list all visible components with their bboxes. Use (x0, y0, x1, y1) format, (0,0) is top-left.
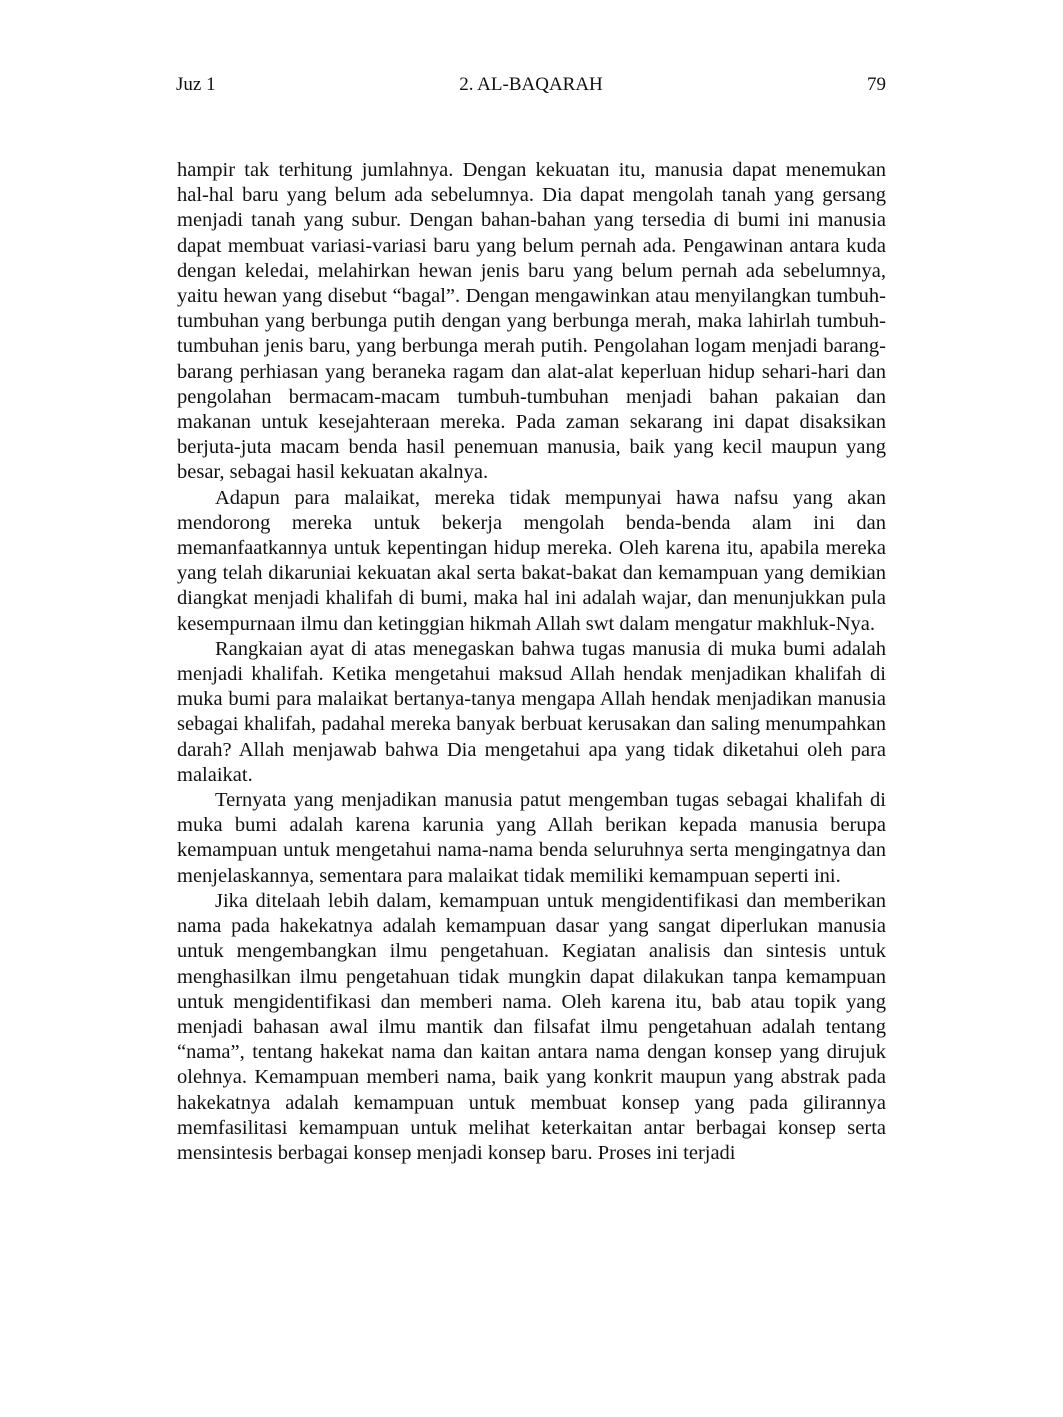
paragraph: Jika ditelaah lebih dalam, kemampuan untuk mengidentifikasi dan memberikan nama pada hakekatnya adalah kemampuan dasar yang sangat diperlukan manusia untuk mengembangkan ilmu pengetahuan. Kegiatan analisis dan sintesis untuk menghasilkan ilmu pengetahuan tidak mungkin dapat dilakukan tanpa kemampuan untuk mengidentifikasi dan memberi nama. Oleh karena itu, bab atau topik yang menjadi bahasan awal ilmu mantik dan filsafat ilmu pengetahuan adalah tentang “nama”, tentang hakekat nama dan kaitan antara nama dengan konsep yang dirujuk olehnya. Kemampuan memberi nama, baik yang konkrit maupun yang abstrak pada hakekatnya adalah kemampuan untuk membuat konsep yang pada gilirannya memfasilitasi kemampuan untuk melihat keterkaitan antar berbagai konsep serta mensintesis berbagai konsep menjadi konsep baru. Proses ini terjadi (177, 889, 886, 1164)
paragraph: Ternyata yang menjadikan manusia patut mengemban tugas sebagai khalifah di muka bumi adalah karena karunia yang Allah berikan kepada manusia berupa kemampuan untuk mengetahui nama-nama benda seluruhnya serta mengingatnya dan menjelaskannya, sementara para malaikat tidak memiliki kemampuan seperti ini. (177, 789, 886, 887)
surah-title: 2. AL-BAQARAH (459, 74, 603, 95)
juz-label: Juz 1 (176, 74, 216, 95)
body-text (177, 158, 886, 1166)
page-header (176, 70, 886, 100)
page-number: 79 (867, 74, 886, 95)
paragraph: Adapun para malaikat, mereka tidak mempunyai hawa nafsu yang akan mendorong mereka untuk bekerja mengolah benda-benda alam ini dan memanfaatkannya untuk kepentingan hidup mereka. Oleh karena itu, apabila mereka yang telah dikaruniai kekuatan akal serta bakat-bakat dan kemampuan yang demikian diangkat menjadi khalifah di bumi, maka hal ini adalah wajar, dan menunjukkan pula kesempurnaan ilmu dan ketinggian hikmah Allah swt dalam mengatur makhluk-Nya. (177, 486, 886, 635)
paragraph-continued: hampir tak terhitung jumlahnya. Dengan kekuatan itu, manusia dapat menemukan hal-hal baru yang belum ada sebelumnya. Dia dapat mengolah tanah yang gersang menjadi tanah yang subur. Dengan bahan-bahan yang tersedia di bumi ini manusia dapat membuat variasi-variasi baru yang belum pernah ada. Pengawinan antara kuda dengan keledai, melahirkan hewan jenis baru yang belum pernah ada sebelumnya, yaitu hewan yang disebut “bagal”. Dengan mengawinkan atau menyilangkan tumbuh-tumbuhan yang berbunga putih dengan yang berbunga merah, maka lahirlah tumbuh-tumbuhan jenis baru, yang berbunga merah putih. Pengolahan logam menjadi barang-barang perhiasan yang beraneka ragam dan alat-alat keperluan hidup sehari-hari dan pengolahan bermacam-macam tumbuh-tumbuhan menjadi bahan pakaian dan makanan untuk kesejahteraan mereka. Pada zaman sekarang ini dapat disaksikan berjuta-juta macam benda hasil penemuan manusia, baik yang kecil maupun yang besar, sebagai hasil kekuatan akalnya. (177, 159, 886, 484)
paragraph: Rangkaian ayat di atas menegaskan bahwa tugas manusia di muka bumi adalah menjadi khalifah. Ketika mengetahui maksud Allah hendak menjadikan khalifah di muka bumi para malaikat bertanya-tanya mengapa Allah hendak menjadikan manusia sebagai khalifah, padahal mereka banyak berbuat kerusakan dan saling menumpahkan darah? Allah menjawab bahwa Dia mengetahui apa yang tidak diketahui oleh para malaikat. (177, 637, 886, 786)
